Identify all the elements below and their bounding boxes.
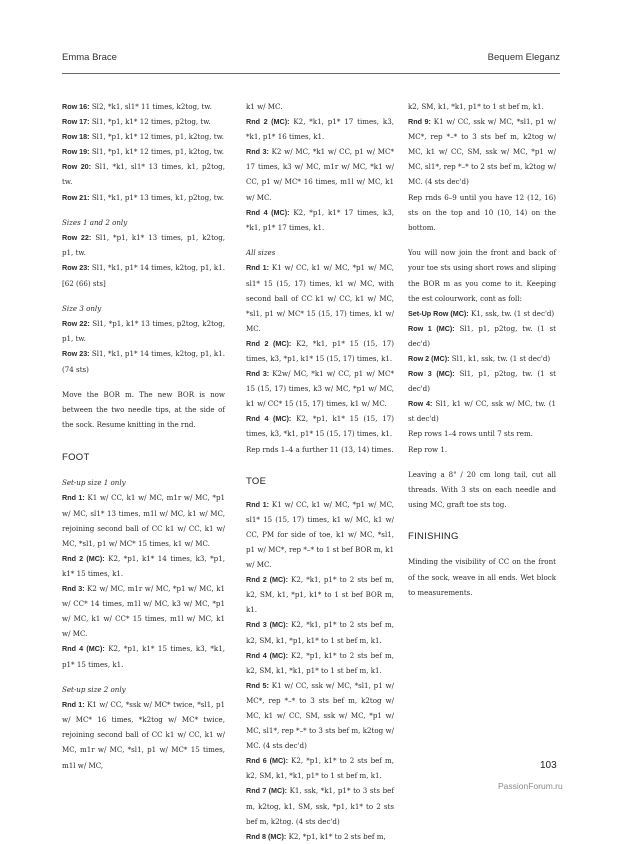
subheading: Set-up size 1 only [62, 478, 126, 488]
row-text: K2, *p1, k1* 14 times, k3, *p1, k1* 15 times, k1. [62, 553, 225, 578]
row-text: K1 w/ CC, k1 w/ MC, *p1 w/ MC, sl1* 15 (15, 17) times, k1 w/ MC, k1 w/ CC, PM for side of toe, k1 w/ MC, *sl1, p1 w/ MC*, rep *–* to 1 st bef BOR m, k1 w/ MC. [246, 499, 395, 570]
subheading: Set-up size 2 only [62, 685, 126, 695]
row-label: Row 1 (MC): [408, 323, 455, 333]
instruction-row [62, 641, 225, 671]
row-label: Row 19: [62, 147, 90, 157]
rows-block [408, 99, 556, 235]
row-label: Row 16: [62, 102, 90, 111]
row-label: Row 22: [62, 319, 90, 329]
header-author: Emma Brace [62, 52, 117, 63]
instruction-row [408, 306, 556, 321]
instruction-row [62, 129, 225, 144]
row-label: Rnd 4 (MC): [246, 414, 292, 424]
instruction-row [246, 497, 394, 572]
row-label: Rnd 4 (MC): [246, 207, 290, 217]
instruction-row [246, 678, 394, 753]
rows-block [62, 99, 225, 205]
rows-block [246, 260, 394, 441]
row-label: Row 23: [62, 349, 90, 359]
row-label: Row 18: [62, 132, 90, 142]
instruction-row [408, 426, 556, 441]
instruction-row [62, 114, 225, 129]
instruction-row [62, 260, 225, 290]
row-text: k2, SM, k1, *k1, p1* to 1 st bef m, k1. [408, 102, 544, 111]
row-text: K2 w/ MC, *k1 w/ CC, p1 w/ MC* 17 times, k3 w/ MC, m1r w/ MC, *k1 w/ CC, p1 w/ MC* 16 times, m1l w/ MC, k1 w/ MC. [246, 147, 394, 202]
instruction-row [246, 336, 394, 366]
instruction-row [408, 351, 556, 366]
instruction-row [246, 411, 394, 441]
instruction-row [62, 346, 225, 376]
row-text: K2, *p1, k1* 17 times, k3, *k1, p1* 17 times, k1. [246, 207, 394, 232]
row-text: K2, *k1, p1* 15 (15, 17) times, k3, *p1, k1* 15 (15, 17) times, k1. [246, 338, 394, 363]
instruction-row [246, 648, 394, 678]
row-text: k1 w/ MC. [246, 102, 283, 111]
instruction-row [62, 697, 225, 772]
instruction-row [408, 366, 556, 396]
instruction-row [246, 753, 394, 783]
row-text: Sl1, p1, p2tog, tw. (1 st dec'd) [408, 323, 556, 348]
instruction-row [62, 230, 225, 260]
row-label: Rnd 1: [62, 493, 85, 503]
rows-block [62, 490, 225, 671]
paragraph: Minding the visibility of CC on the front of the sock, weave in all ends. Wet block to measurements. [408, 557, 556, 597]
row-text: K1 w/ CC, *ssk w/ MC* twice, *sl1, p1 w/ MC* 16 times, *k2tog w/ MC* twice, rejoining second ball of CC k1 w/ CC, k1 w/ MC, m1r w/ MC, *sl1, p1 w/ MC* 15 times, m1l w/ MC, [62, 700, 225, 770]
row-label: Rnd 2 (MC): [246, 117, 290, 127]
paragraph: Leaving a 8" / 20 cm long tail, cut all threads. With 3 sts on each needle and using MC, graft toe sts tog. [408, 470, 556, 510]
row-text: Sl1, *p1, k1* 13 times, p1, k2tog, p1, tw. [62, 233, 225, 258]
instruction-row [246, 260, 394, 335]
row-text: K2, *k1, p1* 17 times, k3, *k1, p1* 16 times, k1. [246, 117, 394, 142]
row-text: K2w/ MC, *k1 w/ CC, p1 w/ MC* 15 (15, 17) times, k3 w/ MC, *p1 w/ MC, k1 w/ CC* 15 (15, 17) times, k1 w/ MC. [246, 369, 394, 409]
instruction-row [408, 114, 556, 189]
repeat-instruction: Rep rnds 1–4 a further 11 (13, 14) times. [246, 444, 394, 454]
row-text: Sl2, *k1, sl1* 11 times, k2tog, tw. [89, 102, 212, 111]
row-text: K1 w/ CC, ssk w/ MC, *sl1, p1 w/ MC*, rep *–* to 3 sts bef m, k2tog w/ MC, k1 w/ CC, SM, ssk w/ MC, *p1 w/ MC, sl1*, rep *–* to 3 sts bef m, k2tog w/ MC. (4 sts dec'd) [246, 680, 394, 751]
row-label: Rnd 2 (MC): [246, 338, 292, 348]
row-text: K2 w/ MC, m1r w/ MC, *p1 w/ MC, k1 w/ CC* 14 times, m1l w/ MC, k3 w/ MC, *p1 w/ MC, k1 w/ CC* 15 times, m1l w/ MC, k1 w/ MC. [62, 584, 226, 639]
subheading: All sizes [246, 248, 276, 258]
row-label: Rnd 1: [246, 499, 270, 509]
row-text: K1 w/ CC, k1 w/ MC, m1r w/ MC, *p1 w/ MC, sl1* 13 times, m1l w/ MC, k1 w/ MC, rejoining second ball of CC k1 w/ CC, k1 w/ MC, *sl1, p1 w/ MC* 15 times, k1 w/ MC. [62, 493, 225, 548]
instruction-row [408, 321, 556, 351]
instruction-row [246, 829, 394, 844]
instruction-row [62, 551, 225, 581]
instruction-row [62, 99, 225, 114]
instruction-row [408, 190, 556, 235]
row-text: K2, *p1, k1* to 2 sts bef m, k2, SM, k1, *k1, p1* to 1 st bef m, k1. [246, 756, 394, 781]
rows-block [246, 99, 394, 235]
instruction-row [408, 442, 556, 457]
row-text: Rep rnds 6–9 until you have 12 (12, 16) sts on the top and 10 (10, 14) on the bottom. [408, 192, 556, 232]
row-label: Rnd 3 (MC): [246, 620, 288, 630]
row-text: Sl1, *p1, k1* 12 times, p1, k2tog, tw. [89, 147, 225, 157]
instruction-row [62, 316, 225, 346]
subheading: Sizes 1 and 2 only [62, 218, 128, 228]
instruction-row [246, 205, 394, 235]
row-label: Rnd 8 (MC): [246, 831, 287, 841]
row-text: K2, *p1, k1* 15 (15, 17) times, k3, *k1, p1* 15 (15, 17) times, k1. [246, 414, 394, 439]
row-label: Set-Up Row (MC): [408, 308, 469, 318]
instruction-row [62, 581, 225, 641]
row-label: Rnd 1: [246, 263, 270, 273]
instruction-row [246, 617, 394, 647]
row-label: Rnd 3: [62, 584, 85, 594]
row-label: Rnd 5: [246, 680, 269, 690]
row-text: Sl1, p1, p2tog, tw. (1 st dec'd) [408, 369, 556, 394]
instruction-row [408, 99, 556, 114]
rows-block [62, 697, 225, 772]
section-heading-foot: FOOT [62, 452, 90, 464]
watermark: PassionForum.ru [498, 781, 563, 791]
row-text: Sl1, *k1, p1* 14 times, k2tog, p1, k1. (74 sts) [62, 349, 225, 374]
section-heading-toe: TOE [246, 475, 267, 487]
row-text: Sl1, *p1, k1* 12 times, p2tog, tw. [89, 117, 211, 127]
instruction-row [408, 396, 556, 426]
row-text: Sl1, *k1, p1* 14 times, k2tog, p1, k1. [62 (66) sts] [62, 263, 225, 288]
row-label: Rnd 6 (MC): [246, 756, 288, 766]
row-text: Sl1, *k1, p1* 13 times, k1, p2tog, tw. [89, 192, 225, 202]
subheading: Size 3 only [62, 304, 102, 314]
row-text: K2, *k1, p1* to 2 sts bef m, k2, SM, k1, *p1, k1* to 1 st bef m, k1. [246, 620, 394, 645]
row-text: K2, *p1, k1* to 2 sts bef m, k2, SM, k1, *k1, p1* to 1 st bef m, k1. [246, 650, 394, 675]
instruction-row [246, 114, 394, 144]
row-text: Rep row 1. [408, 444, 448, 454]
paragraph: Move the BOR m. The new BOR is now between the two needle tips, at the side of the sock. Resume knitting in the rnd. [62, 390, 225, 430]
instruction-row [62, 490, 225, 550]
column-3 [408, 99, 556, 600]
row-label: Row 4: [408, 399, 433, 409]
row-text: K2, *p1, k1* 15 times, k3, *k1, p1* 15 times, k1. [62, 644, 225, 669]
row-label: Row 21: [62, 192, 90, 202]
row-text: Sl1, *k1, sl1* 13 times, k1, p2tog, tw. [62, 162, 225, 187]
row-text: Sl1, *p1, k1* 13 times, p2tog, k2tog, p1, tw. [62, 319, 225, 344]
row-label: Rnd 3: [246, 369, 270, 379]
instruction-row [62, 159, 225, 189]
section-heading-finishing: FINISHING [408, 531, 459, 543]
rows-block [246, 497, 394, 844]
row-label: Row 22: [62, 233, 92, 243]
row-label: Rnd 2 (MC): [246, 575, 288, 585]
instruction-row [246, 366, 394, 411]
row-label: Rnd 3: [246, 147, 269, 157]
column-1 [62, 99, 225, 773]
column-2 [246, 99, 394, 844]
row-text: Rep rows 1–4 rows until 7 sts rem. [408, 429, 533, 439]
row-text: K2, *k1, p1* to 2 sts bef m, k2, SM, k1, *p1, k1* to 1 st bef BOR m, k1. [246, 575, 394, 615]
instruction-row [246, 783, 394, 828]
row-text: K1 w/ CC, ssk w/ MC, *sl1, p1 w/ MC*, rep *–* to 3 sts bef m, k2tog w/ MC, k1 w/ CC, SM, ssk w/ MC, *p1 w/ MC, sl1*, rep *–* to 2 sts bef m, k2tog w/ MC. (4 sts dec'd) [408, 117, 556, 187]
header-title: Bequem Eleganz [487, 52, 560, 63]
row-label: Row 3 (MC): [408, 369, 455, 379]
row-text: K1, ssk, tw. (1 st dec'd) [468, 308, 555, 318]
instruction-row [246, 144, 394, 204]
instruction-row [62, 190, 225, 205]
row-text: Sl1, *p1, k1* 12 times, p1, k2tog, tw. [89, 132, 225, 142]
rows-block [62, 316, 225, 376]
row-label: Rnd 2 (MC): [62, 553, 105, 563]
row-text: K2, *p1, k1* to 2 sts bef m, [286, 831, 386, 841]
rows-block [408, 306, 556, 457]
row-label: Rnd 1: [62, 700, 85, 710]
row-label: Row 20: [62, 162, 92, 172]
row-label: Rnd 7 (MC): [246, 786, 287, 796]
row-label: Row 2 (MC): [408, 354, 450, 363]
row-label: Rnd 4 (MC): [62, 644, 105, 654]
instruction-row [246, 99, 394, 114]
row-text: Sl1, k1, ssk, tw. (1 st dec'd) [449, 354, 551, 363]
rows-block [62, 230, 225, 290]
instruction-row [62, 144, 225, 159]
paragraph: You will now join the front and back of your toe sts using short rows and sliping the BOR m as you come to it. Keeping the est colourwork, cont as foll: [408, 248, 556, 303]
page-number: 103 [540, 760, 557, 771]
row-label: Row 17: [62, 117, 90, 127]
row-text: K1 w/ CC, k1 w/ MC, *p1 w/ MC, sl1* 15 (15, 17) times, k1 w/ MC, with second ball of CC k1 w/ CC, k1 w/ MC, *sl1, p1 w/ MC* 15 (15, 17) times, k1 w/ MC. [246, 263, 395, 333]
row-label: Row 23: [62, 263, 90, 273]
row-text: Sl1, k1 w/ CC, ssk w/ MC, tw. (1 st dec'd) [408, 399, 557, 424]
instruction-row [246, 572, 394, 617]
header-rule [62, 73, 560, 74]
row-label: Rnd 4 (MC): [246, 650, 288, 660]
row-label: Rnd 9: [408, 117, 431, 127]
row-text: K1, ssk, *k1, p1* to 3 sts bef m, k2tog, k1, SM, ssk, *p1, k1* to 2 sts bef m, k2tog. (4 sts dec'd) [246, 786, 394, 826]
